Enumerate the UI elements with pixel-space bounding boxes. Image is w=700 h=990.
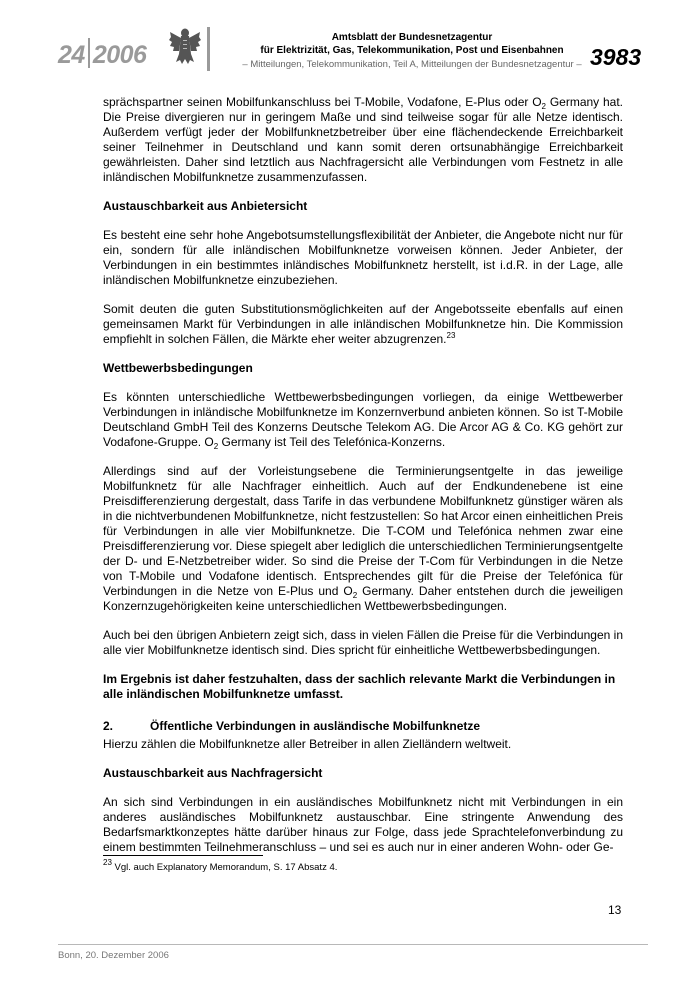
issue-year-value: 2006 [92,41,147,69]
gazette-title: Amtsblatt der Bundesnetzagentur [331,32,493,43]
paragraph: Allerdings sind auf der Vorleistungsebene die Terminierungsentgelte in das jeweilige Mobilfunknetz für alle Nachfrager einheitlich. Auch auf der Endkundenebene ist eine Preisdifferenzierung dergestalt, dass Tarife in das verbundene Mobilfunknetz günstiger wären als in die nichtverbundenen Mobilfunknetze, nicht festzustellen: So hat Arcor einen einheitlichen Preis für Verbindungen in alle vier Mobilfunknetze. Die T-COM und Telefónica nehmen zwar eine Preisdifferenzierung vor. Diese spiegelt aber lediglich die unterschiedlichen Terminierungsentgelte der D- und E-Netzbetreiber wider. So sind die Preise der T-Com für Verbindungen in die Netze von T-Mobile und Vodafone identisch. Entsprechendes gilt für die Preise der Telefónica für Verbindungen in die Netze von E-Plus und $O_2$ Germany. Daher entstehen durch die jeweiligen Konzernzugehörigkeiten keine unterschiedlichen Wettbewerbsbedingungen. [103,464,624,613]
document-body [103,95,623,869]
issue-separator [88,38,90,68]
section-2-heading [103,719,623,734]
footnote-divider [103,855,263,856]
footer-place-date: Bonn, 20. Dezember 2006 [58,950,169,961]
gazette-title-line2: für Elektrizität, Gas, Telekommunikation, Post und Eisenbahnen [260,45,564,56]
paragraph: Auch bei den übrigen Anbietern zeigt sich, dass in vielen Fällen die Preise für die Verbindungen in alle vier Mobilfunknetze identisch sind. Dies spricht für einheitliche Wettbewerbsbedingungen. [103,628,623,657]
header-divider [207,27,210,71]
paragraph: Es könnten unterschiedliche Wettbewerbsbedingungen vorliegen, da einige Wettbewerber Verbindungen in inländische Mobilfunknetze im Konzernverbund anbieten können. So ist T-Mobile Deutschland GmbH Teil des Konzerns Deutsche Telekom AG. Die Arcor AG & Co. KG gehört zur Vodafone-Gruppe. $O_2$ Germany ist Teil des Telefónica-Konzerns. [103,390,623,451]
gazette-subtitle: – Mitteilungen, Telekommunikation, Teil A, Mitteilungen der Bundesnetzagentur – [242,59,582,70]
footnote-reference[interactable]: 23 [446,331,456,340]
section-number: 2. [103,719,114,733]
paragraph: Es besteht eine sehr hohe Angebotsumstellungsflexibilität der Anbieter, die Angebote nicht nur für ein, sondern für alle inländischen Mobilfunknetze vorweisen können. Jeder Anbieter, der Verbindungen in ein bestimmtes inländisches Mobilfunknetz herstellt, ist i.d.R. in der Lage, alle inländischen Mobilfunknetze einzubeziehen. [103,228,623,287]
page-number: 13 [608,903,622,917]
paragraph: sprächspartner seinen Mobilfunkanschluss bei T-Mobile, Vodafone, E-Plus oder $O_2$ Germany hat. Die Preise divergieren nur in geringem Maße und sind teilweise sogar für alle Netze identisch. Außerdem verfügt jeder der Mobilfunknetzbetreiber über eine flächendeckende Erreichbarkeit seiner Teilnehmer in Deutschland und kann somit deren ortsunabhängige Erreichbarkeit gewährleisten. Daher sind letztlich aus Nachfragersicht alle Verbindungen vom Festnetz in alle inländischen Mobilfunknetze zusammenzufassen. [103,95,623,184]
section-heading-wettbewerbsbedingungen: Wettbewerbsbedingungen [103,361,253,375]
paragraph: An sich sind Verbindungen in ein ausländisches Mobilfunknetz nicht mit Verbindungen in ein anderes ausländisches Mobilfunknetz austauschbar. Eine stringente Anwendung des Bedarfsmarktkonzeptes hätte darüber hinaus zur Folge, dass jede Sprachtelefonverbindung zu einem bestimmten Teilnehmeranschluss – und sei es auch nur in einer anderen Wohn- oder Ge- [103,795,623,854]
conclusion-paragraph: Im Ergebnis ist daher festzuhalten, dass der sachlich relevante Markt die Verbindungen in alle inländischen Mobilfunknetze umfasst. [103,672,616,701]
section-title: Öffentliche Verbindungen in ausländische Mobilfunknetze [150,719,481,733]
section-heading-nachfragersicht: Austauschbarkeit aus Nachfragersicht [103,766,323,780]
footer-divider [58,944,648,945]
issue-year [58,38,146,70]
federal-eagle-icon [168,24,202,68]
footnote-text: Vgl. auch Explanatory Memorandum, S. 17 Absatz 4. [111,862,338,873]
footnote-number: 23 [103,858,112,867]
paragraph: Somit deuten die guten Substitutionsmöglichkeiten auf der Angebotsseite ebenfalls auf einen gemeinsamen Markt für Verbindungen in alle inländischen Mobilfunknetze hin. Die Kommission empfiehlt in solchen Fällen, die Märkte eher weiter abzugrenzen.$^{23}$ [103,302,623,346]
footnote [103,858,338,873]
paragraph: Hierzu zählen die Mobilfunknetze aller Betreiber in allen Zielländern weltweit. [103,737,512,751]
section-heading-anbietersicht: Austauschbarkeit aus Anbietersicht [103,199,308,213]
gazette-page-number: 3983 [590,44,642,70]
page-header [0,0,700,80]
issue-number: 24 [58,41,85,69]
